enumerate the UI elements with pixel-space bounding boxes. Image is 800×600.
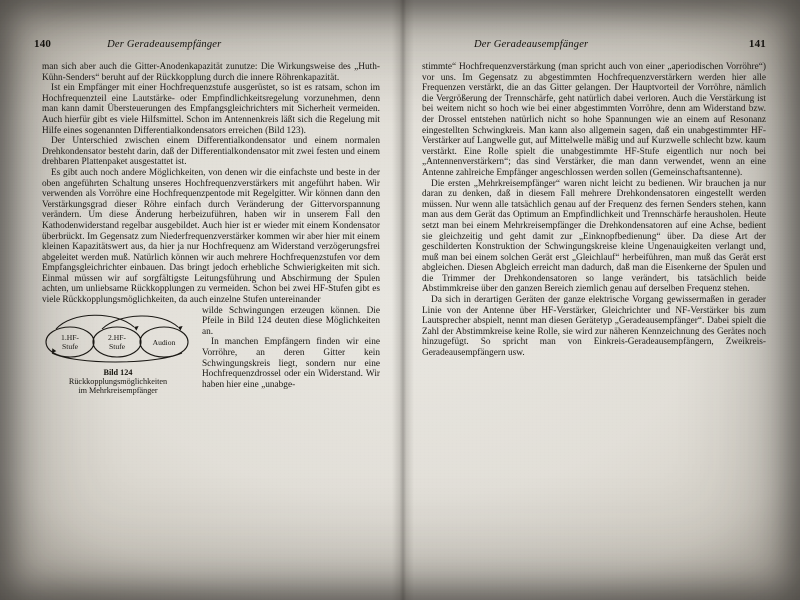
figure-drawing [42, 309, 192, 367]
right-running-head [422, 38, 766, 52]
figure-caption [42, 368, 194, 396]
figure-caption-line-1: Rückkopplungsmöglichkeiten [68, 376, 168, 386]
paragraph: stimmte“ Hochfrequenzverstärkung (man spricht auch von einer „aperiodischen Vorröhre“) vor uns. Im Gegensatz zu abgestimmten Hochfrequenzverstärkern werden hier alle Frequenzen verstärkt, die an das Gitter gelangen. Der Hauptvorteil der Vorröhre, nämlich die Vergrößerung der Trennschärfe, geht natürlich dabei verloren. Auch die Verstärkung ist bei weitem nicht so hoch wie bei einer abgestimmten Vorröhre, denn am Widerstand bzw. der Drossel entstehen natürlich nicht so hohe Spannungen wie an einem auf Resonanz eingestellten Schwingkreis. Man kann also allgemein sagen, daß ein unabgestimmter HF-Verstärker auf Langwelle gut, auf Mittelwelle mäßig und auf Kurzwelle schlecht bzw. kaum verstärkt. Eine Rolle spielt die unabgestimmte HF-Stufe eigentlich nur noch bei „Antennenverstärkern“; das sind Verstärker, die man dann verwendet, wenn an eine Antenne zahlreiche Empfänger angeschlossen werden sollen (Gemeinschaftsantenne). [422, 62, 766, 178]
paragraph: Der Unterschied zwischen einem Differentialkondensator und einem normalen Drehkondensator besteht darin, daß der Differentialkondensator mit zwei festen und einem drehbaren Plattenpaket ausgestattet ist. [42, 136, 380, 168]
paragraph: Ist ein Empfänger mit einer Hochfrequenzstufe ausgerüstet, so ist es ratsam, schon im Hochfrequenzteil eine Lautstärke- oder Empfindlichkeitsregelung vorzunehmen, denn man kann damit Übersteuerungen des Empfangsgleichrichters mit Sicherheit vermeiden. Auch hierfür gibt es viele Hilfsmittel. Schon im Antennenkreis läßt sich die Regelung mit Hilfe eines sogenannten Differentialkondensators erreichen (Bild 123). [42, 83, 380, 136]
right-text-column [422, 62, 766, 359]
figure-block-label: 2.HF- [108, 332, 126, 342]
figure-block-label: Audion [152, 337, 176, 347]
paragraph: Da sich in derartigen Geräten der ganze elektrische Vorgang gewissermaßen in gerader Linie von der Antenne über HF-Verstärker, Gleichrichter und NF-Verstärker bis zum Lautsprecher abspielt, nennt man diesen Gerätetyp „Geradeausempfänger“. Dabei spielt die Zahl der Abstimmkreise keine Rolle, sie wird zur näheren Kennzeichnung des Gerätes noch hinzugefügt. So spricht man von Einkreis-Geradeausempfängern, Zweikreis-Geradeausempfängern usw. [422, 295, 766, 359]
figure-block-label: Stufe [61, 341, 79, 351]
paragraph: In manchen Empfängern finden wir eine Vorröhre, an deren Gitter kein Schwingungskreis liegt, sondern nur eine Hochfrequenzdrossel oder ein Widerstand. Wir haben hier eine „unabge- [202, 337, 380, 390]
left-page [18, 0, 396, 600]
left-folio: 140 [34, 38, 52, 50]
left-text-column [42, 62, 380, 397]
paragraph: man sich aber auch die Gitter-Anodenkapazität zunutze: Die Wirkungsweise des „Huth-Kühn-Senders“ beruht auf der Rückkopplung durch die innere Röhrenkapazität. [42, 62, 380, 83]
paragraph: wilde Schwingungen erzeugen können. Die Pfeile in Bild 124 deuten diese Möglichkeiten an. [202, 305, 380, 337]
figure-caption-line-2: im Mehrkreisempfänger [78, 386, 158, 396]
rueckkopplung-diagram-icon [42, 309, 192, 367]
right-folio: 141 [748, 38, 766, 50]
right-page [408, 0, 782, 600]
left-running-head [34, 38, 378, 52]
left-running-title: Der Geradeausempfänger [107, 39, 222, 50]
right-running-title: Der Geradeausempfänger [474, 39, 589, 50]
paragraph: Es gibt auch noch andere Möglichkeiten, von denen wir die einfachste und beste in der oben angeführten Schaltung unseres Hochfrequenzverstärkers mit angeführt haben. Wir verwenden als Vorröhre eine Hochfrequenzpentode mit Regelgitter. Wir können dann den Verstärkungsgrad dieser Röhre einfach durch Veränderung der Gittervorspannung verändern. Um diese Änderung herbeizuführen, haben wir in unserem Fall den Kathodenwiderstand regelbar ausgebildet. Auch hier ist er wieder mit einem Kondensator überbrückt. Im Gegensatz zum Niederfrequenzverstärker kommen wir aber hier mit einem kleinen Kapazitätswert aus, da hier ja nur Hochfrequenz am Widerstand verzögerungsfrei abgeleitet werden muß. Natürlich können wir auch mehrere Hochfrequenzstufen vor dem Empfangsgleichrichter einbauen. Das bringt jedoch erhebliche Schwierigkeiten mit sich. Einmal müssen wir auf sorgfältigste Leitungsführung und Abschirmung der Spulen achten, um unliebsame Rückkopplungen zu vermeiden. Schon bei zwei HF-Stufen gibt es viele Rückkopplungsmöglichkeiten, da auch einzelne Stufen untereinander [42, 167, 380, 306]
paragraph: Die ersten „Mehrkreisempfänger“ waren nicht leicht zu bedienen. Wir brauchen ja nur daran zu denken, daß in diesem Fall mehrere Drehkondensatoren eingestellt werden müssen. Nur wenn alle tatsächlich genau auf der Frequenz des fernen Senders stehen, kann man aus dem Gerät das Optimum an Empfindlichkeit und Trennschärfe herausholen. Heute setzt man bei einem Mehrkreisempfänger die Drehkondensatoren auf eine Achse, bedient sie gleichzeitig und geht damit zur „Einknopfbedienung“ über. Da diese Art der geschilderten Konstruktion der Schwingungskreise kleine Ungenauigkeiten verlangt und, muß man bei einem solchen Gerät erst „Gleichlauf“ herbeiführen, man muß das Gerät erst abgleichen. Diesen Abgleich erreicht man dadurch, daß man die Eisenkerne der Spulen und die Trimmer der Drehkondensatoren so lange verändert, bis tatsächlich beide Abstimmkreise über den ganzen Bereich ziemlich genau auf derselben Frequenz stehen. [422, 178, 766, 295]
figure-block-label: Stufe [108, 341, 126, 351]
figure-bild-124 [42, 309, 194, 396]
figure-number: Bild 124 [103, 367, 133, 377]
figure-block-label: 1.HF- [61, 332, 79, 342]
